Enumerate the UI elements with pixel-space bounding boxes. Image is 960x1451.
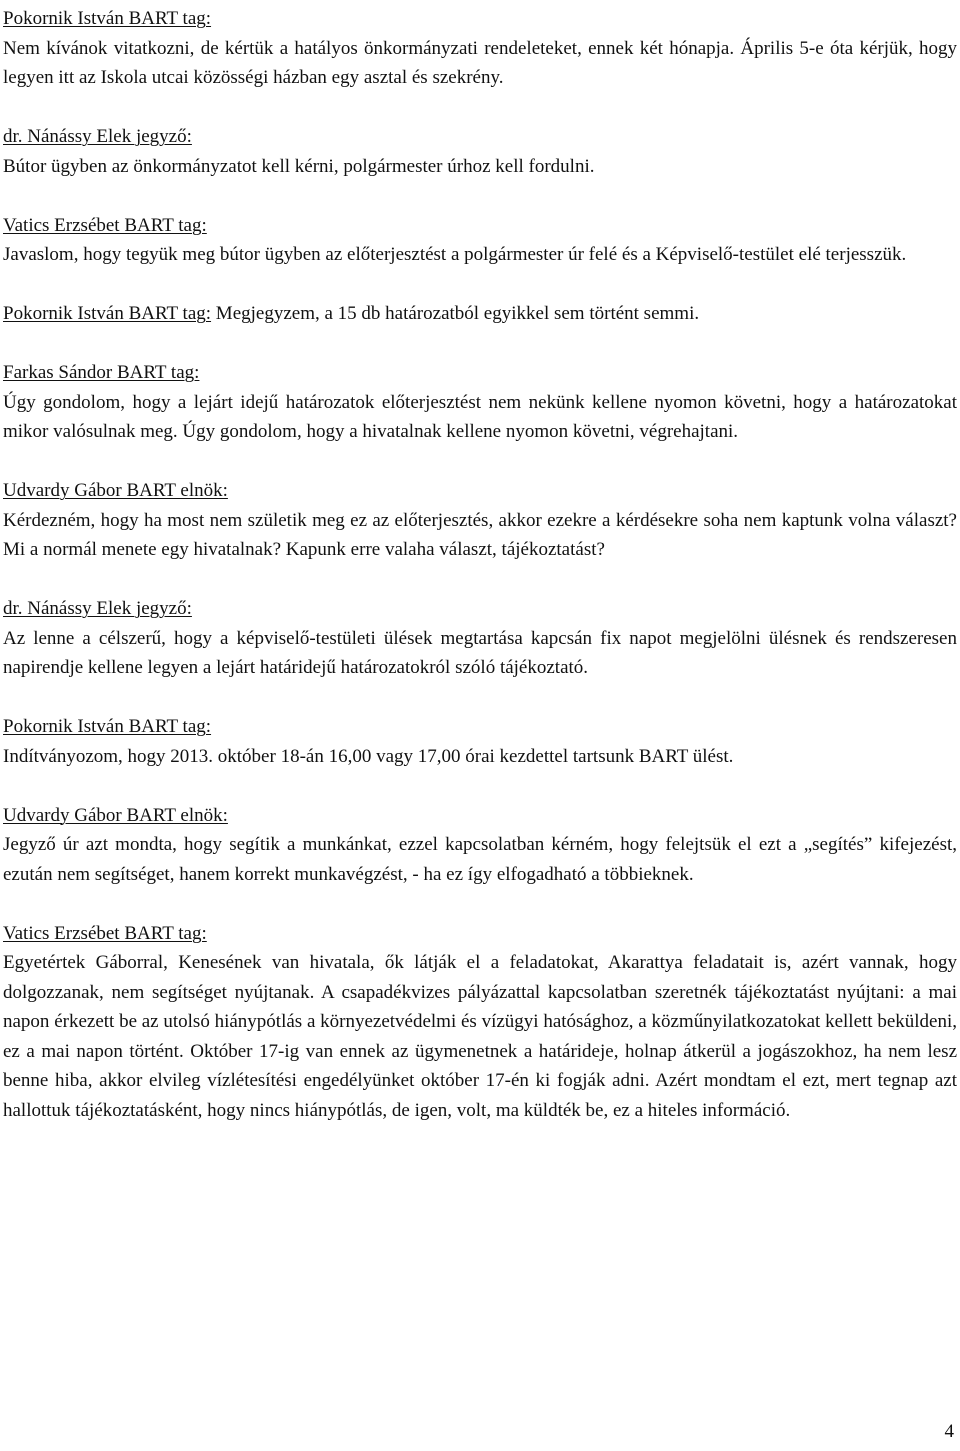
speaker-name: Pokornik István BART tag: — [3, 8, 212, 29]
speaker-name: dr. Nánássy Elek jegyző: — [3, 126, 192, 147]
speaker-name: Udvardy Gábor BART elnök: — [3, 480, 228, 501]
speaker-name: Vatics Erzsébet BART tag: — [3, 214, 207, 236]
speech-block — [3, 712, 957, 771]
speech-text: Megjegyzem, a 15 db határozatból egyikkel sem történt semmi. — [211, 303, 700, 324]
speech-block — [3, 4, 957, 93]
speech-block — [3, 594, 957, 683]
speech-text: Úgy gondolom, hogy a lejárt idejű határozatok előterjesztést nem nekünk kellene nyomon követni, hogy a határozatokat mikor valósulnak meg. Úgy gondolom, hogy a hivatalnak kellene nyomon követni, végrehajtani. — [3, 391, 957, 442]
speaker-name: Farkas Sándor BART tag: — [3, 362, 200, 383]
speech-block — [3, 358, 957, 447]
speaker-name: Vatics Erzsébet BART tag: — [3, 922, 207, 944]
page-number: 4 — [944, 1421, 954, 1442]
speech-block — [3, 476, 957, 565]
speech-text: Nem kívánok vitatkozni, de kértük a hatályos önkormányzati rendeleteket, ennek két hónapja. Április 5-e óta kérjük, hogy legyen itt az Iskola utcai közösségi házban egy asztal és szekrény. — [3, 37, 957, 88]
speech-text: Indítványozom, hogy 2013. október 18-án 16,00 vagy 17,00 órai kezdettel tartsunk BART ülést. — [3, 745, 734, 767]
speech-text: Jegyző úr azt mondta, hogy segítik a munkánkat, ezzel kapcsolatban kérném, hogy felejtsük el ezt a „segítés” kifejezést, ezután nem segítséget, hanem korrekt munkavégzést, - ha ez így elfogadható a többieknek. — [3, 834, 957, 885]
speech-text: Az lenne a célszerű, hogy a képviselő-testületi ülések megtartása kapcsán fix napot megjelölni ülésnek és rendszeresen napirendje kellene legyen a lejárt határidejű határozatokról szóló tájékoztató. — [3, 627, 957, 678]
document-page — [3, 4, 957, 1155]
speech-block — [3, 122, 957, 181]
speech-text: Bútor ügyben az önkormányzatot kell kérni, polgármester úrhoz kell fordulni. — [3, 155, 595, 177]
speaker-name: dr. Nánássy Elek jegyző: — [3, 598, 192, 619]
speech-block — [3, 211, 957, 270]
speaker-name: Udvardy Gábor BART elnök: — [3, 804, 228, 826]
speaker-name: Pokornik István BART tag: — [3, 716, 212, 737]
speech-block-inline — [3, 299, 957, 329]
speech-text: Javaslom, hogy tegyük meg bútor ügyben az előterjesztést a polgármester úr felé és a Képviselő-testület elé terjesszük. — [3, 244, 907, 265]
speech-block — [3, 919, 957, 1126]
speech-block — [3, 801, 957, 890]
speaker-name: Pokornik István BART tag: — [3, 303, 212, 324]
speech-text: Egyetértek Gáborral, Kenesének van hivatala, ők látják el a feladatokat, Akarattya feladatait is, azért vannak, hogy dolgozzanak, nem segítséget nyújtanak. A csapadékvizes pályázattal kapcsolatban szeretnék tájékoztatást nyújtani: a mai napon érkezett be az utolsó hiánypótlás a környezetvédelmi és vízügyi hatósághoz, a közműnyilatkozatokat kellett beküldeni, ez a mai napon történt. Október 17-ig van ennek az ügymenetnek a határideje, holnap átkerül a jogászokhoz, ha nem lesz benne hiba, akkor elvileg vízlétesítési engedélyünket október 17-én ki fogják adni. Azért mondtam el ezt, mert tegnap azt hallottuk tájékoztatásként, hogy nincs hiánypótlás, de igen, volt, ma küldték be, ez a hiteles információ. — [3, 952, 957, 1121]
speech-text: Kérdezném, hogy ha most nem születik meg ez az előterjesztés, akkor ezekre a kérdésekre soha nem kaptunk volna választ? Mi a normál menete egy hivatalnak? Kapunk erre valaha választ, tájékoztatást? — [3, 509, 957, 560]
